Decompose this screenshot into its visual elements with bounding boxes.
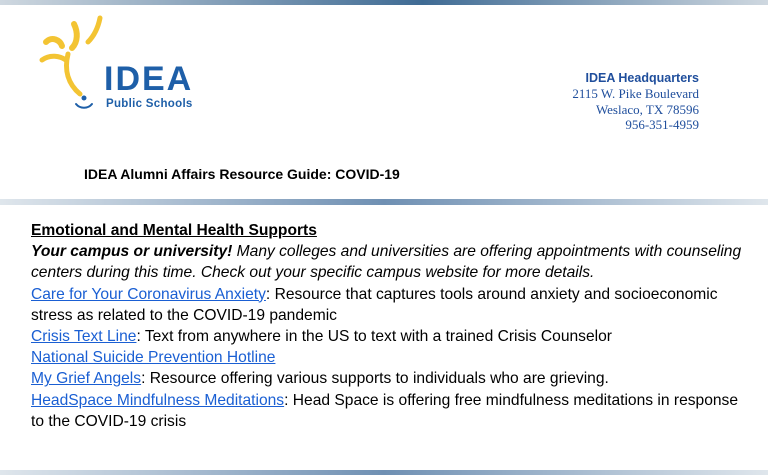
- address-line-2: Weslaco, TX 78596: [595, 101, 699, 117]
- resource-description: : Text from anywhere in the US to text with a trained Crisis Counselor: [136, 328, 612, 346]
- resource-description: : Resource that captures tools around anxiety and socioeconomic stress as related to the COVID-19 pandemic: [31, 285, 718, 324]
- document-title: IDEA Alumni Affairs Resource Guide: COVID-19: [84, 166, 400, 182]
- resource-item: [31, 368, 751, 389]
- campus-intro: [31, 241, 751, 283]
- headquarters-address: [572, 71, 699, 133]
- top-border: [0, 0, 768, 5]
- idea-logo: [38, 14, 228, 114]
- resource-item: [31, 347, 751, 368]
- resource-description: : Head Space is offering free mindfulness meditations in response to the COVID-19 crisis: [31, 391, 739, 430]
- resource-link-my-grief-angels[interactable]: My Grief Angels: [31, 370, 142, 388]
- resource-link-crisis-text-line[interactable]: Crisis Text Line: [31, 328, 137, 346]
- resource-item: [31, 326, 751, 347]
- logo-wordmark: IDEA: [104, 60, 194, 98]
- headquarters-title: IDEA Headquarters: [585, 71, 699, 85]
- section-divider: [0, 199, 768, 205]
- phone-number: 956-351-4959: [625, 117, 699, 133]
- bottom-divider: [0, 470, 768, 475]
- resource-description: : Resource offering various supports to individuals who are grieving.: [141, 370, 609, 388]
- resource-link-national-suicide-prevention-hotline[interactable]: National Suicide Prevention Hotline: [31, 349, 276, 367]
- resource-section: [31, 220, 751, 432]
- sun-logo-icon: [38, 14, 108, 114]
- address-line-1: 2115 W. Pike Boulevard: [572, 86, 699, 102]
- logo-subtitle: Public Schools: [106, 98, 193, 110]
- campus-intro-text: Many colleges and universities are offering appointments with counseling centers during this time. Check out your specific campus website for more details.: [31, 243, 742, 282]
- resource-link-care-for-coronavirus-anxiety[interactable]: Care for Your Coronavirus Anxiety: [31, 285, 266, 303]
- resource-link-headspace-mindfulness[interactable]: HeadSpace Mindfulness Meditations: [31, 391, 285, 409]
- campus-intro-bold: Your campus or university!: [31, 243, 233, 261]
- resource-item: [31, 390, 751, 432]
- section-heading: Emotional and Mental Health Supports: [31, 222, 317, 239]
- resource-item: [31, 284, 751, 326]
